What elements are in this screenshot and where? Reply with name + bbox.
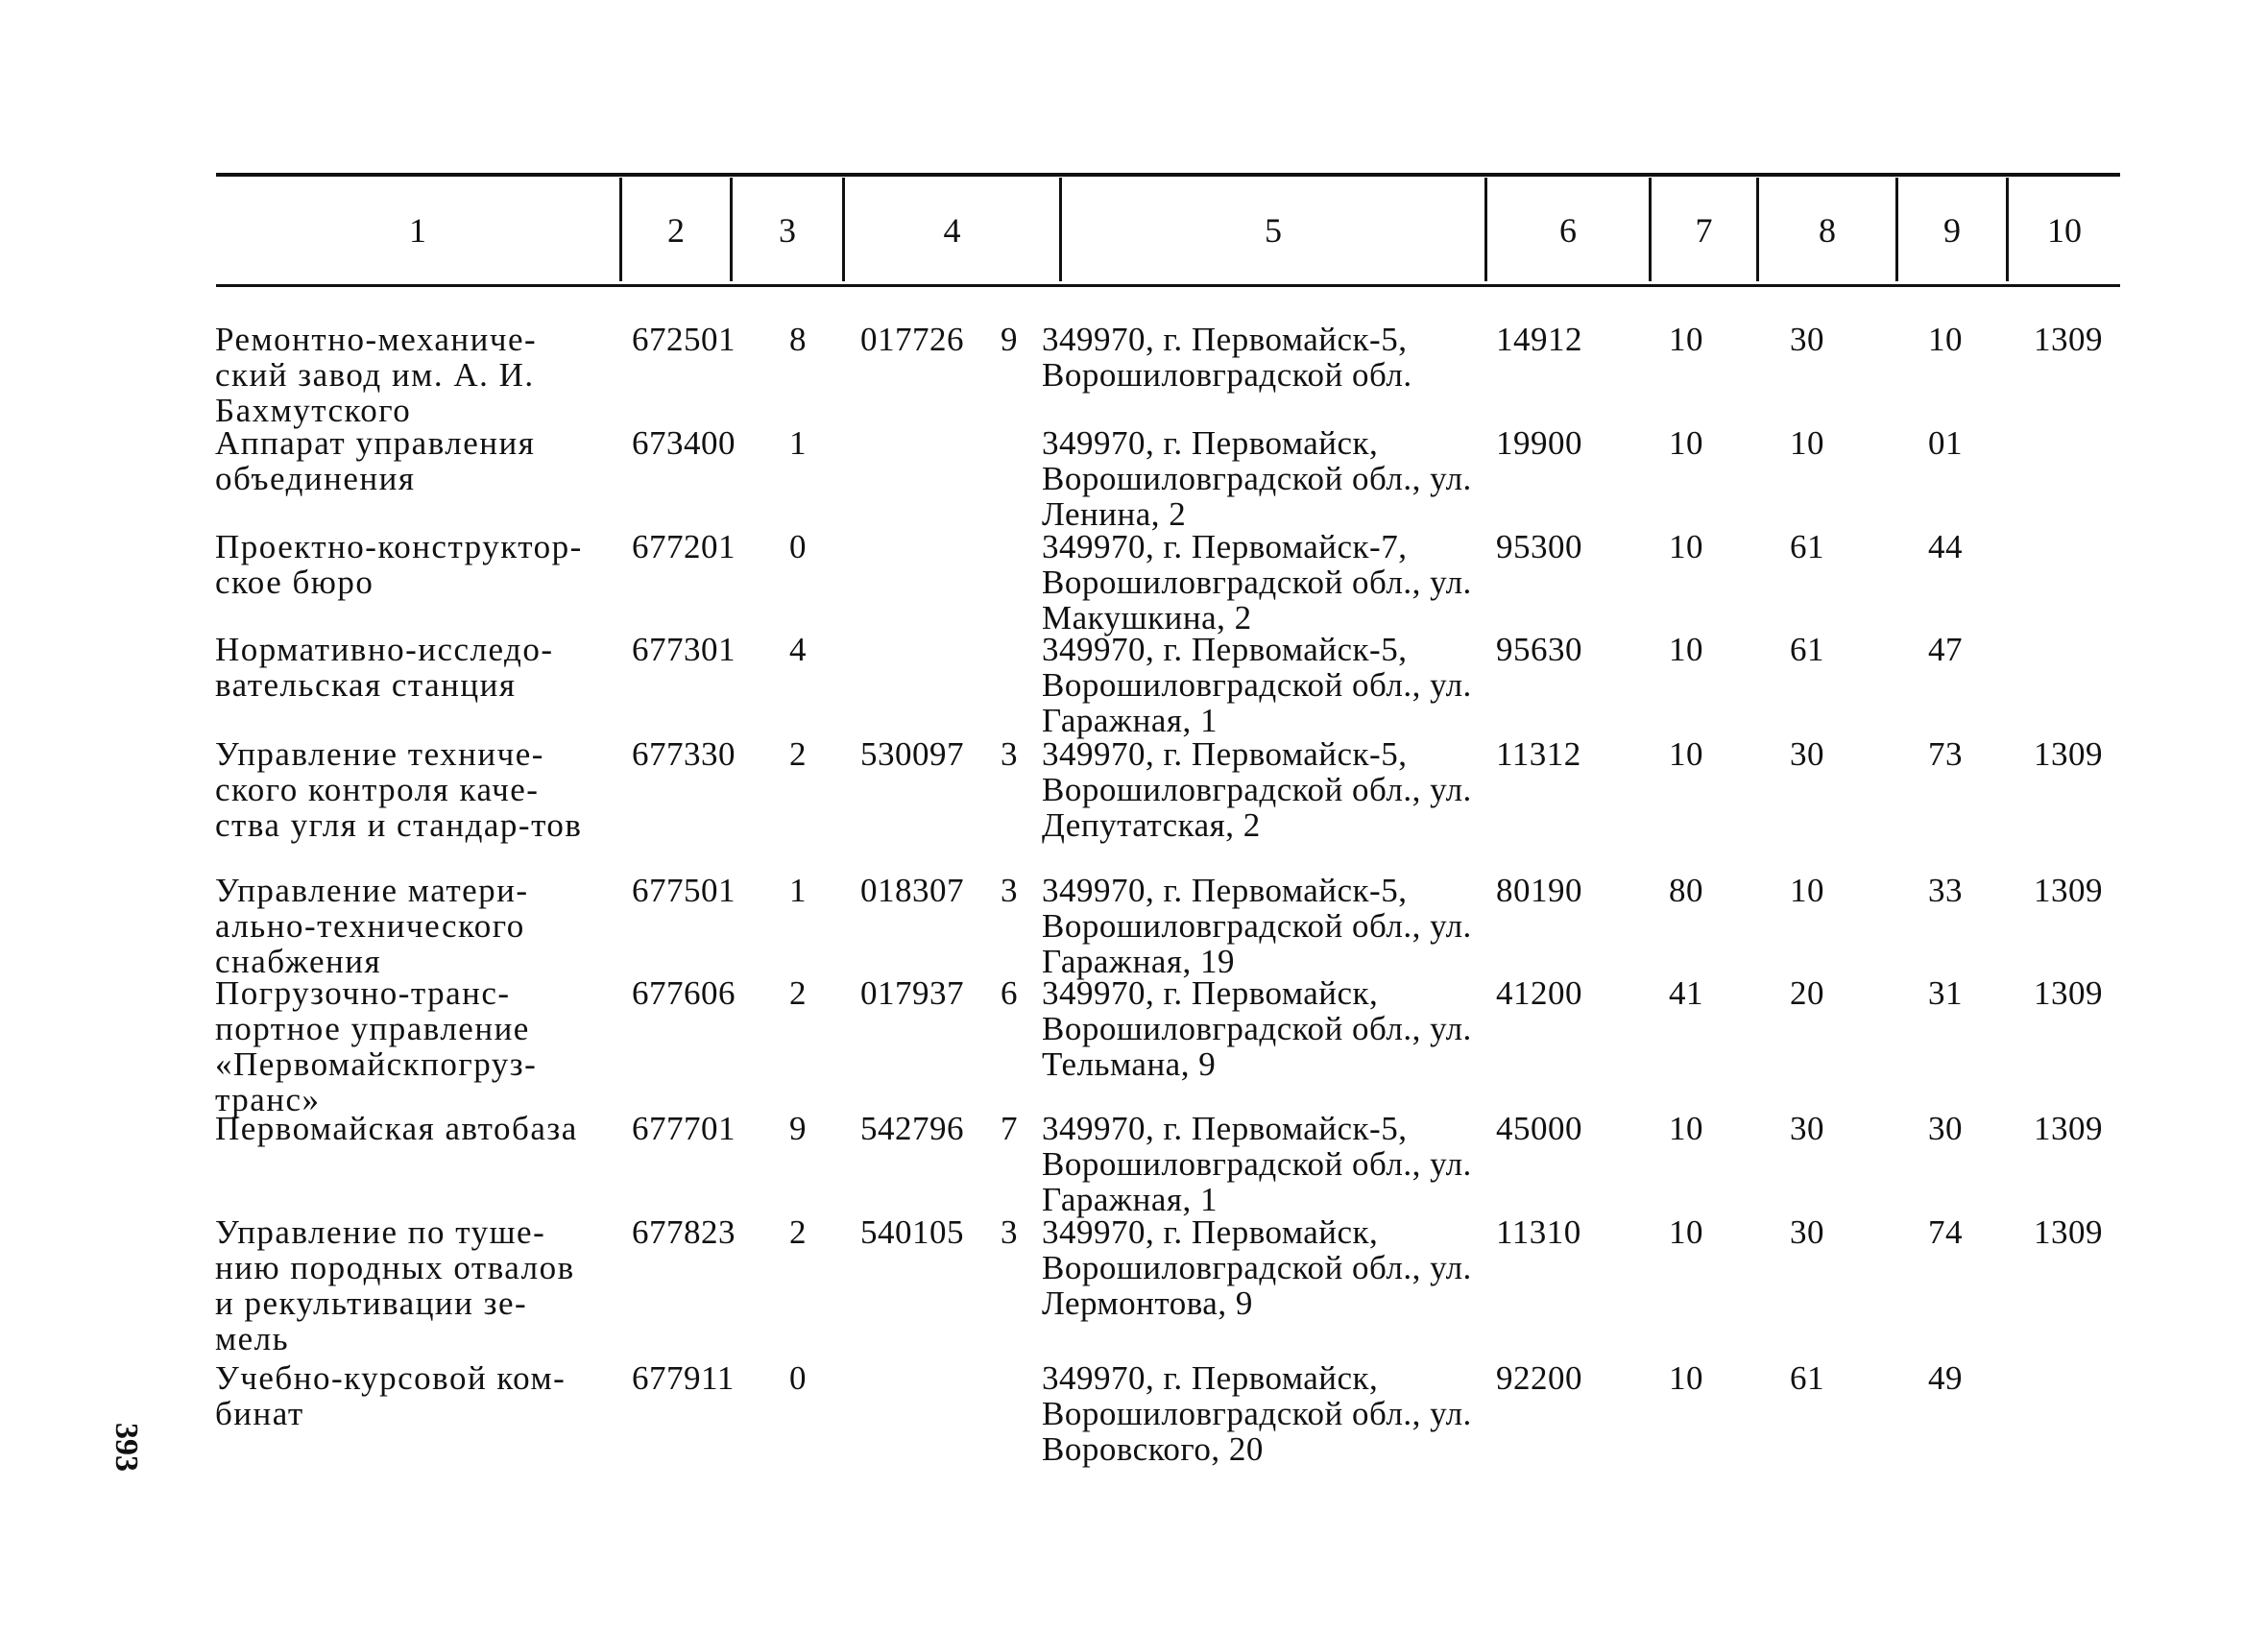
code-col9: 30	[1928, 1110, 1963, 1147]
code-col6: 11312	[1496, 735, 1581, 773]
code-col3: 9	[789, 1110, 807, 1147]
organization-name: Первомайская автобаза	[215, 1110, 578, 1147]
code-col9: 31	[1928, 974, 1963, 1012]
code-col7: 10	[1669, 424, 1703, 462]
address: 349970, г. Первомайск-7, Ворошиловградской обл., ул. Макушкина, 2	[1042, 528, 1472, 636]
code-col4: 017937	[860, 974, 964, 1012]
code-col10: 1309	[2034, 974, 2103, 1012]
check-digit-col4: 6	[1001, 974, 1018, 1012]
column-header: 2	[667, 211, 685, 250]
organization-name: Управление матери-ально-технического снабжения	[215, 872, 529, 980]
check-digit-col4: 3	[1001, 872, 1018, 909]
code-col3: 2	[789, 974, 807, 1012]
code-col6: 11310	[1496, 1213, 1581, 1251]
code-col8: 30	[1790, 735, 1824, 773]
code-col3: 1	[789, 872, 807, 909]
code-col2: 677701	[632, 1110, 736, 1147]
code-col4: 542796	[860, 1110, 964, 1147]
organization-name: Аппарат управления объединения	[215, 424, 536, 497]
code-col9: 44	[1928, 528, 1963, 565]
organization-name: Учебно-курсовой ком-бинат	[215, 1359, 567, 1432]
code-col7: 10	[1669, 1359, 1703, 1397]
code-col6: 45000	[1496, 1110, 1582, 1147]
check-digit-col4: 3	[1001, 735, 1018, 773]
address: 349970, г. Первомайск, Ворошиловградской обл., ул. Тельмана, 9	[1042, 974, 1472, 1083]
address: 349970, г. Первомайск-5, Ворошиловградской обл., ул. Депутатская, 2	[1042, 735, 1472, 844]
code-col10: 1309	[2034, 1110, 2103, 1147]
address: 349970, г. Первомайск, Ворошиловградской обл., ул. Лермонтова, 9	[1042, 1213, 1472, 1322]
code-col2: 677911	[632, 1359, 735, 1397]
code-col2: 677201	[632, 528, 736, 565]
code-col2: 677301	[632, 631, 736, 668]
code-col4: 017726	[860, 321, 964, 358]
header-bottom-rule	[216, 284, 2120, 287]
code-col10: 1309	[2034, 872, 2103, 909]
code-col3: 4	[789, 631, 807, 668]
organization-name: Управление техниче-ского контроля каче-ства угля и стандар-тов	[215, 735, 583, 844]
check-digit-col4: 7	[1001, 1110, 1018, 1147]
code-col8: 30	[1790, 1213, 1824, 1251]
code-col3: 2	[789, 1213, 807, 1251]
code-col7: 10	[1669, 528, 1703, 565]
code-col4: 540105	[860, 1213, 964, 1251]
column-header: 1	[409, 211, 426, 250]
code-col7: 10	[1669, 1213, 1703, 1251]
check-digit-col4: 3	[1001, 1213, 1018, 1251]
page-number: 393	[109, 1423, 144, 1472]
code-col2: 677330	[632, 735, 736, 773]
code-col9: 33	[1928, 872, 1963, 909]
code-col8: 61	[1790, 631, 1824, 668]
code-col4: 530097	[860, 735, 964, 773]
code-col8: 10	[1790, 424, 1824, 462]
organization-name: Ремонтно-механиче-ский завод им. А. И. Бахмутского	[215, 321, 538, 429]
column-header: 5	[1265, 211, 1282, 250]
address: 349970, г. Первомайск-5, Ворошиловградской обл., ул. Гаражная, 1	[1042, 1110, 1472, 1218]
column-header: 9	[1943, 211, 1961, 250]
code-col8: 10	[1790, 872, 1824, 909]
code-col8: 30	[1790, 321, 1824, 358]
code-col3: 2	[789, 735, 807, 773]
code-col6: 19900	[1496, 424, 1582, 462]
code-col9: 10	[1928, 321, 1963, 358]
column-header: 7	[1695, 211, 1713, 250]
column-header: 3	[779, 211, 796, 250]
code-col8: 30	[1790, 1110, 1824, 1147]
code-col8: 61	[1790, 528, 1824, 565]
code-col9: 01	[1928, 424, 1963, 462]
code-col2: 677606	[632, 974, 736, 1012]
code-col7: 10	[1669, 1110, 1703, 1147]
code-col6: 14912	[1496, 321, 1582, 358]
code-col10: 1309	[2034, 321, 2103, 358]
code-col7: 10	[1669, 631, 1703, 668]
code-col6: 95300	[1496, 528, 1582, 565]
organization-name: Проектно-конструктор-ское бюро	[215, 528, 583, 601]
code-col2: 677501	[632, 872, 736, 909]
code-col2: 673400	[632, 424, 736, 462]
code-col6: 95630	[1496, 631, 1582, 668]
code-col7: 80	[1669, 872, 1703, 909]
check-digit-col4: 9	[1001, 321, 1018, 358]
code-col3: 1	[789, 424, 807, 462]
code-col3: 8	[789, 321, 807, 358]
code-col6: 41200	[1496, 974, 1582, 1012]
code-col8: 61	[1790, 1359, 1824, 1397]
column-header: 4	[943, 211, 961, 250]
address: 349970, г. Первомайск-5, Ворошиловградской обл., ул. Гаражная, 1	[1042, 631, 1472, 739]
organization-name: Погрузочно-транс-портное управление «Первомайскпогруз-транс»	[215, 974, 538, 1118]
column-header: 6	[1559, 211, 1577, 250]
code-col10: 1309	[2034, 735, 2103, 773]
code-col4: 018307	[860, 872, 964, 909]
address: 349970, г. Первомайск-5, Ворошиловградской обл.	[1042, 321, 1412, 394]
code-col3: 0	[789, 528, 807, 565]
code-col10: 1309	[2034, 1213, 2103, 1251]
table-top-rule	[216, 173, 2120, 177]
code-col9: 47	[1928, 631, 1963, 668]
code-col9: 73	[1928, 735, 1963, 773]
column-header: 10	[2047, 211, 2082, 250]
code-col6: 80190	[1496, 872, 1582, 909]
code-col6: 92200	[1496, 1359, 1582, 1397]
code-col2: 672501	[632, 321, 736, 358]
code-col9: 74	[1928, 1213, 1963, 1251]
address: 349970, г. Первомайск, Ворошиловградской обл., ул. Воровского, 20	[1042, 1359, 1472, 1468]
code-col8: 20	[1790, 974, 1824, 1012]
code-col3: 0	[789, 1359, 807, 1397]
organization-name: Управление по туше-нию породных отвалов и рекультивации зе-мель	[215, 1213, 575, 1357]
organization-name: Нормативно-исследо-вательская станция	[215, 631, 554, 704]
code-col2: 677823	[632, 1213, 736, 1251]
address: 349970, г. Первомайск-5, Ворошиловградской обл., ул. Гаражная, 19	[1042, 872, 1472, 980]
code-col9: 49	[1928, 1359, 1963, 1397]
column-header: 8	[1819, 211, 1836, 250]
address: 349970, г. Первомайск, Ворошиловградской обл., ул. Ленина, 2	[1042, 424, 1472, 533]
code-col7: 10	[1669, 321, 1703, 358]
code-col7: 10	[1669, 735, 1703, 773]
code-col7: 41	[1669, 974, 1703, 1012]
